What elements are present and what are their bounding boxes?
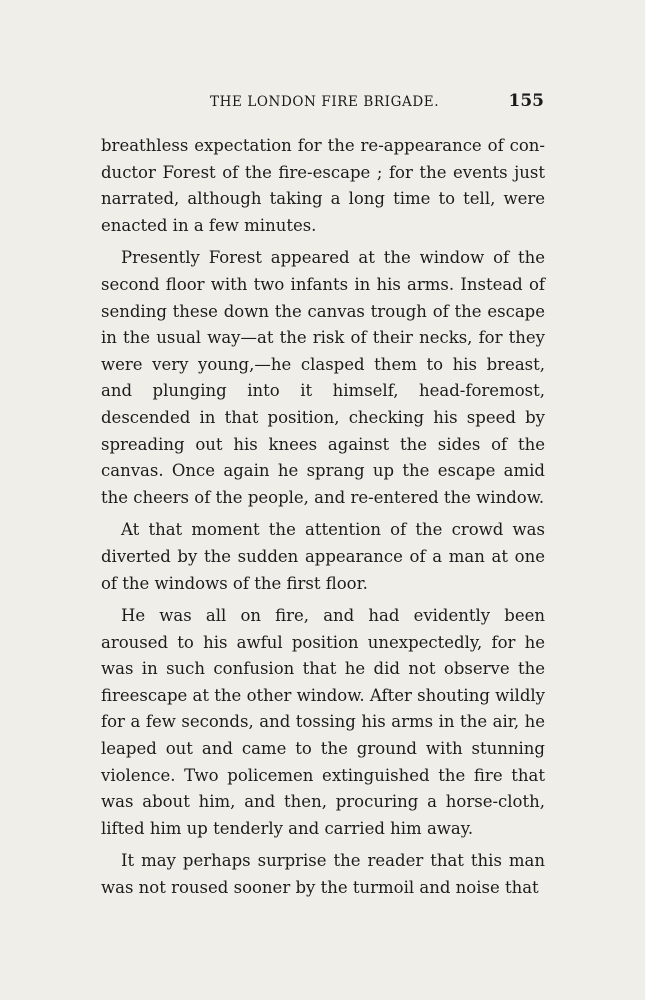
- running-title: THE LONDON FIRE BRIGADE.: [210, 94, 440, 110]
- page-number: 155: [508, 91, 544, 111]
- paragraph-1: breathless expectation for the re-appearance of conductor Forest of the fire-escape ; for the events just narrated, although taking a long time to tell, were enacted in a few minutes.: [101, 136, 545, 235]
- running-header: [100, 92, 544, 116]
- paragraph-3: At that moment the attention of the crowd was diverted by the sudden appearance of a man at one of the windows of the first floor.: [101, 520, 545, 593]
- paragraph-2: Presently Forest appeared at the window of the second floor with two infants in his arms. Instead of sending these down the canvas trough of the escape in the usual way—at the risk of their necks, for they were very young,—he clasped them to his breast, and plunging into it himself, head-foremost, descended in that position, checking his speed by spreading out his knees against the sides of the canvas. Once again he sprang up the escape amid the cheers of the people, and re-entered the window.: [101, 248, 545, 507]
- paragraph-4: He was all on fire, and had evidently been aroused to his awful position unexpectedly, for he was in such confusion that he did not observe the fireescape at the other window. After shouting wildly for a few seconds, and tossing his arms in the air, he leaped out and came to the ground with stunning violence. Two policemen extinguished the fire that was about him, and then, procuring a horse-cloth, lifted him up tenderly and carried him away.: [101, 606, 545, 838]
- body-text: [101, 133, 545, 908]
- paragraph-5: It may perhaps surprise the reader that this man was not roused sooner by the turmoil and noise that: [101, 851, 545, 898]
